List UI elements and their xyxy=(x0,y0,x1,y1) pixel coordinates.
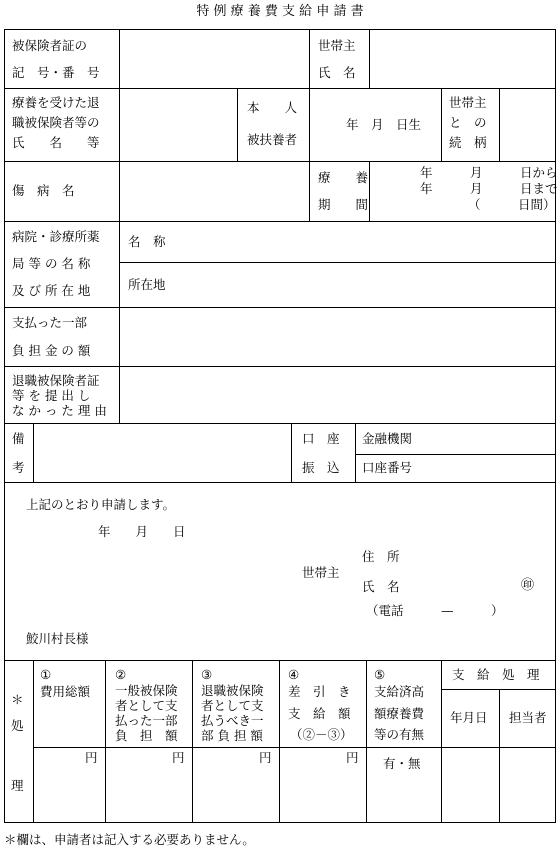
householder-name-field[interactable] xyxy=(370,30,555,88)
relationship-label: と の xyxy=(449,115,487,130)
facility-address-label: 所在地 xyxy=(128,277,166,292)
applicant-name-label: 氏 名 xyxy=(362,579,400,594)
bank-transfer-label: 口 座 xyxy=(302,431,340,446)
facility-label: 局 等 の 名 称 xyxy=(12,256,91,271)
bank-transfer-label: 振 込 xyxy=(302,460,340,475)
divider-vertical xyxy=(237,88,238,161)
general-copay-header: ② xyxy=(115,667,127,682)
process-side-label: 理 xyxy=(11,778,24,793)
addressee: 鮫川村長様 xyxy=(26,631,89,646)
paid-benefit-header: ⑤ xyxy=(374,667,386,682)
divider-vertical xyxy=(555,660,556,823)
general-copay-header: 者として支 xyxy=(115,698,178,713)
facility-address-field[interactable] xyxy=(175,263,555,307)
paid-benefit-header: 等の有無 xyxy=(374,727,425,742)
general-copay-header: 一般被保険 xyxy=(115,683,178,698)
general-copay-header: 払った一部 xyxy=(115,713,178,728)
divider-vertical xyxy=(309,88,310,161)
patient-name-field[interactable] xyxy=(120,89,237,161)
insured-card-number-field[interactable] xyxy=(120,30,309,88)
divider-vertical xyxy=(366,660,367,823)
insured-card-label: 被保険者証の xyxy=(12,38,88,53)
declaration-statement: 上記のとおり申請します。 xyxy=(26,497,176,512)
divider-vertical xyxy=(279,660,280,823)
divider-vertical xyxy=(309,161,310,221)
retiree-copay-header: 者として支 xyxy=(201,698,264,713)
insured-card-label: 記 号・番 号 xyxy=(12,65,100,80)
divider xyxy=(355,454,556,455)
householder-label: 世帯主 xyxy=(318,38,356,53)
footnote: ＊欄は、申請者は記入する必要ありません。 xyxy=(4,832,255,847)
treatment-period-label: 療 養 xyxy=(318,170,369,185)
householder-label: 氏 名 xyxy=(318,65,356,80)
divider-vertical xyxy=(441,660,442,823)
remarks-label: 考 xyxy=(12,460,25,475)
retiree-copay-header: 部 負 担 額 xyxy=(201,728,263,743)
reason-label: な か っ た 理 由 xyxy=(12,403,107,418)
divider xyxy=(4,88,556,89)
birth-date-field[interactable]: 年 月 日生 xyxy=(346,117,422,132)
bank-name-field[interactable]: 金融機関 xyxy=(362,431,413,446)
divider xyxy=(33,747,556,748)
patient-label: 療養を受けた退 xyxy=(12,95,100,110)
processing-date-header: 年月日 xyxy=(450,710,488,725)
retiree-copay-yen: 円 xyxy=(259,750,272,765)
paid-benefit-header: 支給済高 xyxy=(374,684,425,699)
reason-label: 退職被保険者証 xyxy=(12,373,100,388)
reason-label: 等 を 提 出 し xyxy=(12,388,91,403)
facility-label: 病院・診療所薬 xyxy=(12,229,100,244)
payment-amount-header: ④ xyxy=(288,667,300,682)
total-cost-yen: 円 xyxy=(85,750,98,765)
application-date-field[interactable]: 年 月 日 xyxy=(98,524,186,539)
relationship-field[interactable] xyxy=(500,89,555,161)
divider xyxy=(4,482,556,483)
divider-vertical xyxy=(105,660,106,823)
paid-benefit-header: 額療養費 xyxy=(374,706,425,721)
process-side-label: 処 xyxy=(11,718,24,733)
copayment-field[interactable] xyxy=(120,308,555,366)
period-days-field[interactable]: （ 日間） xyxy=(468,197,556,212)
period-from-field[interactable]: 年 月 日から xyxy=(420,165,558,180)
payment-amount-header: （②－③） xyxy=(290,727,353,742)
applicant-phone-field[interactable]: （電話 — ） xyxy=(366,603,504,618)
general-copay-yen: 円 xyxy=(172,750,185,765)
general-copay-header: 負 担 額 xyxy=(115,728,178,743)
total-cost-header: ① xyxy=(40,667,52,682)
process-table-bottom xyxy=(4,822,556,823)
divider-vertical xyxy=(441,88,442,161)
divider-vertical xyxy=(369,161,370,221)
applicant-address-label: 住 所 xyxy=(362,549,400,564)
seal-mark: ㊞ xyxy=(521,578,535,593)
relationship-label: 続 柄 xyxy=(449,135,487,150)
total-cost-header: 費用総額 xyxy=(40,684,91,699)
process-side-label: ＊ xyxy=(11,692,24,707)
retiree-copay-header: 払うべき一 xyxy=(201,713,264,728)
remarks-field[interactable] xyxy=(34,424,291,482)
remarks-label: 備 xyxy=(12,431,25,446)
divider-vertical xyxy=(499,689,500,823)
form-title: 特 例 療 養 費 支 給 申 請 書 xyxy=(196,4,364,19)
frame-left xyxy=(4,29,5,660)
facility-name-field[interactable] xyxy=(175,222,555,262)
payment-amount-yen: 円 xyxy=(346,750,359,765)
copayment-label: 負 担 金 の 額 xyxy=(12,343,91,358)
process-table-top xyxy=(4,660,556,661)
retiree-copay-header: ③ xyxy=(201,667,213,682)
retiree-copay-header: 退職被保険 xyxy=(201,683,264,698)
injury-label: 傷 病 名 xyxy=(12,183,75,198)
dependent-option[interactable]: 被扶養者 xyxy=(247,132,298,147)
period-to-field[interactable]: 年 月 日まで xyxy=(420,181,558,196)
reason-field[interactable] xyxy=(120,367,555,423)
applicant-householder-label: 世帯主 xyxy=(302,565,340,580)
divider-vertical xyxy=(355,423,356,482)
copayment-label: 支払った一部 xyxy=(12,315,88,330)
payment-amount-header: 差 引 き xyxy=(288,684,351,699)
paid-benefit-presence[interactable]: 有・無 xyxy=(383,756,421,771)
payment-amount-header: 支 給 額 xyxy=(288,706,351,721)
payment-processing-header: 支 給 処 理 xyxy=(452,667,540,682)
patient-label: 氏 名 等 xyxy=(12,135,100,150)
relationship-label: 世帯主 xyxy=(449,95,487,110)
self-option[interactable]: 本 人 xyxy=(247,100,298,115)
treatment-period-label: 期 間 xyxy=(318,197,369,212)
divider-vertical xyxy=(192,660,193,823)
divider-vertical xyxy=(309,29,310,88)
account-number-field[interactable]: 口座番号 xyxy=(362,460,413,475)
divider-vertical xyxy=(4,660,5,823)
divider-vertical xyxy=(33,660,34,823)
injury-field[interactable] xyxy=(120,162,309,221)
frame-right xyxy=(555,29,556,660)
facility-name-label: 名 称 xyxy=(128,234,166,249)
patient-label: 職被保険者等の xyxy=(12,115,100,130)
facility-label: 及 び 所 在 地 xyxy=(12,283,91,298)
staff-header: 担当者 xyxy=(509,710,547,725)
divider-vertical xyxy=(291,423,292,482)
